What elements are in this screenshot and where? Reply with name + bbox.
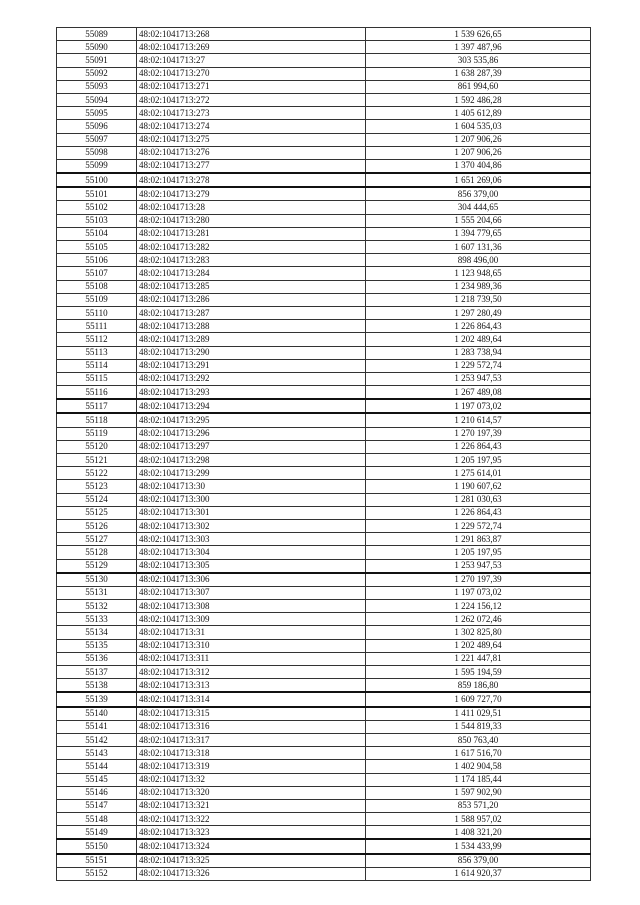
row-number-cell: 55138: [57, 679, 137, 693]
table-row: [57, 333, 591, 346]
table-row: [57, 159, 591, 173]
cadastral-number-cell: 48:02:1041713:300: [137, 493, 366, 506]
table-row: [57, 666, 591, 679]
cadastral-number-cell: 48:02:1041713:285: [137, 280, 366, 293]
cadastral-value-cell: 1 224 156,12: [366, 600, 591, 613]
row-number-cell: 55150: [57, 839, 137, 853]
cadastral-value-cell: 1 534 433,99: [366, 839, 591, 853]
table-row: [57, 747, 591, 760]
cadastral-value-cell: 1 221 447,81: [366, 652, 591, 665]
table-row: [57, 280, 591, 293]
cadastral-number-cell: 48:02:1041713:309: [137, 613, 366, 626]
cadastral-value-cell: 1 617 516,70: [366, 747, 591, 760]
cadastral-value-cell: 1 411 029,51: [366, 707, 591, 721]
cadastral-value-cell: 1 607 131,36: [366, 241, 591, 254]
cadastral-value-cell: 1 202 489,64: [366, 333, 591, 346]
cadastral-value-cell: 1 302 825,80: [366, 626, 591, 639]
cadastral-value-cell: 1 555 204,66: [366, 214, 591, 227]
cadastral-number-cell: 48:02:1041713:272: [137, 93, 366, 106]
table-row: [57, 427, 591, 440]
table-row: [57, 639, 591, 652]
cadastral-value-cell: 1 592 486,28: [366, 93, 591, 106]
row-number-cell: 55131: [57, 586, 137, 599]
table-row: [57, 613, 591, 626]
row-number-cell: 55126: [57, 519, 137, 532]
cadastral-number-cell: 48:02:1041713:27: [137, 54, 366, 67]
table-row: [57, 306, 591, 319]
row-number-cell: 55104: [57, 227, 137, 240]
cadastral-number-cell: 48:02:1041713:323: [137, 826, 366, 840]
table-row: [57, 760, 591, 773]
row-number-cell: 55144: [57, 760, 137, 773]
cadastral-value-cell: 1 234 989,36: [366, 280, 591, 293]
cadastral-value-cell: 1 205 197,95: [366, 454, 591, 467]
cadastral-value-cell: 1 202 489,64: [366, 639, 591, 652]
cadastral-value-cell: 1 609 727,70: [366, 692, 591, 706]
row-number-cell: 55148: [57, 813, 137, 826]
row-number-cell: 55095: [57, 107, 137, 120]
row-number-cell: 55102: [57, 201, 137, 214]
table-row: [57, 107, 591, 120]
row-number-cell: 55098: [57, 146, 137, 159]
row-number-cell: 55134: [57, 626, 137, 639]
cadastral-number-cell: 48:02:1041713:283: [137, 254, 366, 267]
cadastral-number-cell: 48:02:1041713:290: [137, 346, 366, 359]
table-row: [57, 467, 591, 480]
cadastral-value-cell: 1 197 073,02: [366, 586, 591, 599]
row-number-cell: 55140: [57, 707, 137, 721]
cadastral-value-cell: 1 270 197,39: [366, 427, 591, 440]
cadastral-value-cell: 1 544 819,33: [366, 720, 591, 733]
row-number-cell: 55120: [57, 440, 137, 453]
row-number-cell: 55115: [57, 372, 137, 385]
cadastral-value-cell: 1 253 947,53: [366, 559, 591, 573]
cadastral-number-cell: 48:02:1041713:291: [137, 359, 366, 372]
cadastral-number-cell: 48:02:1041713:310: [137, 639, 366, 652]
cadastral-value-cell: 1 226 864,43: [366, 506, 591, 519]
cadastral-number-cell: 48:02:1041713:303: [137, 533, 366, 546]
cadastral-value-cell: 1 394 779,65: [366, 227, 591, 240]
row-number-cell: 55151: [57, 854, 137, 868]
row-number-cell: 55100: [57, 173, 137, 187]
cadastral-number-cell: 48:02:1041713:311: [137, 652, 366, 665]
row-number-cell: 55097: [57, 133, 137, 146]
table-row: [57, 254, 591, 267]
row-number-cell: 55123: [57, 480, 137, 493]
table-row: [57, 399, 591, 413]
table-row: [57, 826, 591, 840]
cadastral-value-cell: 1 197 073,02: [366, 399, 591, 413]
cadastral-value-cell: 1 651 269,06: [366, 173, 591, 187]
table-row: [57, 54, 591, 67]
cadastral-value-cell: 1 210 614,57: [366, 413, 591, 427]
cadastral-number-cell: 48:02:1041713:297: [137, 440, 366, 453]
row-number-cell: 55129: [57, 559, 137, 573]
table-row: [57, 146, 591, 159]
table-row: [57, 799, 591, 812]
cadastral-value-cell: 1 638 287,39: [366, 67, 591, 80]
table-row: [57, 546, 591, 559]
row-number-cell: 55116: [57, 386, 137, 400]
cadastral-value-cell: 1 229 572,74: [366, 519, 591, 532]
table-row: [57, 214, 591, 227]
cadastral-value-cell: 304 444,65: [366, 201, 591, 214]
row-number-cell: 55145: [57, 773, 137, 786]
cadastral-number-cell: 48:02:1041713:306: [137, 573, 366, 587]
cadastral-value-cell: 1 226 864,43: [366, 320, 591, 333]
cadastral-number-cell: 48:02:1041713:289: [137, 333, 366, 346]
cadastral-value-cell: 856 379,00: [366, 854, 591, 868]
table-row: [57, 707, 591, 721]
cadastral-value-table: [56, 27, 591, 881]
table-row: [57, 346, 591, 359]
cadastral-number-cell: 48:02:1041713:284: [137, 267, 366, 280]
table-row: [57, 293, 591, 306]
row-number-cell: 55091: [57, 54, 137, 67]
row-number-cell: 55127: [57, 533, 137, 546]
cadastral-number-cell: 48:02:1041713:315: [137, 707, 366, 721]
row-number-cell: 55122: [57, 467, 137, 480]
cadastral-number-cell: 48:02:1041713:275: [137, 133, 366, 146]
cadastral-number-cell: 48:02:1041713:314: [137, 692, 366, 706]
cadastral-value-cell: 1 267 489,08: [366, 386, 591, 400]
cadastral-number-cell: 48:02:1041713:322: [137, 813, 366, 826]
cadastral-number-cell: 48:02:1041713:282: [137, 241, 366, 254]
cadastral-number-cell: 48:02:1041713:274: [137, 120, 366, 133]
cadastral-number-cell: 48:02:1041713:279: [137, 187, 366, 201]
table-row: [57, 773, 591, 786]
cadastral-value-cell: 1 297 280,49: [366, 306, 591, 319]
cadastral-number-cell: 48:02:1041713:278: [137, 173, 366, 187]
cadastral-number-cell: 48:02:1041713:324: [137, 839, 366, 853]
cadastral-number-cell: 48:02:1041713:308: [137, 600, 366, 613]
row-number-cell: 55093: [57, 80, 137, 93]
cadastral-value-cell: 1 207 906,26: [366, 146, 591, 159]
table-row: [57, 786, 591, 799]
table-row: [57, 67, 591, 80]
cadastral-number-cell: 48:02:1041713:320: [137, 786, 366, 799]
table-row: [57, 187, 591, 201]
table-row: [57, 173, 591, 187]
table-row: [57, 533, 591, 546]
table-row: [57, 692, 591, 706]
table-row: [57, 626, 591, 639]
row-number-cell: 55146: [57, 786, 137, 799]
cadastral-value-cell: 1 190 607,62: [366, 480, 591, 493]
cadastral-value-cell: 1 595 194,59: [366, 666, 591, 679]
cadastral-value-cell: 1 253 947,53: [366, 372, 591, 385]
cadastral-number-cell: 48:02:1041713:276: [137, 146, 366, 159]
row-number-cell: 55092: [57, 67, 137, 80]
row-number-cell: 55125: [57, 506, 137, 519]
cadastral-value-cell: 856 379,00: [366, 187, 591, 201]
cadastral-value-cell: 1 291 863,87: [366, 533, 591, 546]
row-number-cell: 55089: [57, 28, 137, 41]
cadastral-value-cell: 1 205 197,95: [366, 546, 591, 559]
cadastral-number-cell: 48:02:1041713:30: [137, 480, 366, 493]
cadastral-number-cell: 48:02:1041713:28: [137, 201, 366, 214]
table-row: [57, 600, 591, 613]
cadastral-value-cell: 1 123 948,65: [366, 267, 591, 280]
cadastral-number-cell: 48:02:1041713:317: [137, 733, 366, 746]
row-number-cell: 55112: [57, 333, 137, 346]
cadastral-value-cell: 1 229 572,74: [366, 359, 591, 372]
row-number-cell: 55109: [57, 293, 137, 306]
cadastral-value-cell: 1 218 739,50: [366, 293, 591, 306]
cadastral-value-cell: 850 763,40: [366, 733, 591, 746]
cadastral-number-cell: 48:02:1041713:305: [137, 559, 366, 573]
table-row: [57, 80, 591, 93]
cadastral-number-cell: 48:02:1041713:301: [137, 506, 366, 519]
cadastral-value-cell: 1 174 185,44: [366, 773, 591, 786]
row-number-cell: 55147: [57, 799, 137, 812]
cadastral-number-cell: 48:02:1041713:318: [137, 747, 366, 760]
row-number-cell: 55099: [57, 159, 137, 173]
table-row: [57, 413, 591, 427]
table-row: [57, 227, 591, 240]
cadastral-number-cell: 48:02:1041713:295: [137, 413, 366, 427]
cadastral-number-cell: 48:02:1041713:271: [137, 80, 366, 93]
table-row: [57, 480, 591, 493]
cadastral-value-cell: 1 275 614,01: [366, 467, 591, 480]
row-number-cell: 55111: [57, 320, 137, 333]
cadastral-number-cell: 48:02:1041713:277: [137, 159, 366, 173]
table-row: [57, 41, 591, 54]
cadastral-value-cell: 1 370 404,86: [366, 159, 591, 173]
row-number-cell: 55142: [57, 733, 137, 746]
cadastral-value-cell: 1 604 535,03: [366, 120, 591, 133]
cadastral-value-cell: 898 496,00: [366, 254, 591, 267]
table-row: [57, 519, 591, 532]
cadastral-number-cell: 48:02:1041713:298: [137, 454, 366, 467]
row-number-cell: 55107: [57, 267, 137, 280]
cadastral-value-cell: 1 207 906,26: [366, 133, 591, 146]
cadastral-number-cell: 48:02:1041713:31: [137, 626, 366, 639]
row-number-cell: 55136: [57, 652, 137, 665]
cadastral-number-cell: 48:02:1041713:316: [137, 720, 366, 733]
cadastral-value-cell: 1 597 902,90: [366, 786, 591, 799]
cadastral-value-cell: 853 571,20: [366, 799, 591, 812]
cadastral-value-cell: 1 262 072,46: [366, 613, 591, 626]
cadastral-value-cell: 303 535,86: [366, 54, 591, 67]
cadastral-value-cell: 1 588 957,02: [366, 813, 591, 826]
cadastral-number-cell: 48:02:1041713:299: [137, 467, 366, 480]
cadastral-number-cell: 48:02:1041713:292: [137, 372, 366, 385]
table-row: [57, 867, 591, 880]
cadastral-value-cell: 1 408 321,20: [366, 826, 591, 840]
cadastral-number-cell: 48:02:1041713:319: [137, 760, 366, 773]
table-row: [57, 267, 591, 280]
cadastral-number-cell: 48:02:1041713:287: [137, 306, 366, 319]
row-number-cell: 55119: [57, 427, 137, 440]
row-number-cell: 55117: [57, 399, 137, 413]
cadastral-number-cell: 48:02:1041713:326: [137, 867, 366, 880]
row-number-cell: 55135: [57, 639, 137, 652]
table-row: [57, 241, 591, 254]
row-number-cell: 55101: [57, 187, 137, 201]
table-row: [57, 720, 591, 733]
cadastral-number-cell: 48:02:1041713:280: [137, 214, 366, 227]
cadastral-value-cell: 1 397 487,96: [366, 41, 591, 54]
cadastral-number-cell: 48:02:1041713:270: [137, 67, 366, 80]
row-number-cell: 55106: [57, 254, 137, 267]
table-row: [57, 679, 591, 693]
row-number-cell: 55149: [57, 826, 137, 840]
row-number-cell: 55096: [57, 120, 137, 133]
table-row: [57, 440, 591, 453]
cadastral-value-cell: 1 283 738,94: [366, 346, 591, 359]
row-number-cell: 55103: [57, 214, 137, 227]
table-row: [57, 372, 591, 385]
table-row: [57, 133, 591, 146]
row-number-cell: 55124: [57, 493, 137, 506]
cadastral-number-cell: 48:02:1041713:32: [137, 773, 366, 786]
row-number-cell: 55118: [57, 413, 137, 427]
table-row: [57, 586, 591, 599]
cadastral-number-cell: 48:02:1041713:293: [137, 386, 366, 400]
cadastral-number-cell: 48:02:1041713:302: [137, 519, 366, 532]
table-row: [57, 573, 591, 587]
cadastral-value-cell: 1 270 197,39: [366, 573, 591, 587]
cadastral-value-cell: 861 994,60: [366, 80, 591, 93]
cadastral-value-cell: 1 226 864,43: [366, 440, 591, 453]
row-number-cell: 55121: [57, 454, 137, 467]
row-number-cell: 55090: [57, 41, 137, 54]
cadastral-number-cell: 48:02:1041713:268: [137, 28, 366, 41]
cadastral-number-cell: 48:02:1041713:304: [137, 546, 366, 559]
cadastral-value-cell: 1 614 920,37: [366, 867, 591, 880]
row-number-cell: 55132: [57, 600, 137, 613]
table-row: [57, 359, 591, 372]
table-row: [57, 493, 591, 506]
table-body: [57, 28, 591, 881]
cadastral-number-cell: 48:02:1041713:273: [137, 107, 366, 120]
table-row: [57, 93, 591, 106]
row-number-cell: 55110: [57, 306, 137, 319]
cadastral-number-cell: 48:02:1041713:286: [137, 293, 366, 306]
cadastral-number-cell: 48:02:1041713:307: [137, 586, 366, 599]
cadastral-number-cell: 48:02:1041713:294: [137, 399, 366, 413]
cadastral-value-cell: 1 405 612,89: [366, 107, 591, 120]
cadastral-value-cell: 859 186,80: [366, 679, 591, 693]
table-row: [57, 120, 591, 133]
cadastral-number-cell: 48:02:1041713:288: [137, 320, 366, 333]
row-number-cell: 55137: [57, 666, 137, 679]
table-row: [57, 320, 591, 333]
cadastral-number-cell: 48:02:1041713:281: [137, 227, 366, 240]
cadastral-value-cell: 1 539 626,65: [366, 28, 591, 41]
row-number-cell: 55108: [57, 280, 137, 293]
cadastral-value-cell: 1 281 030,63: [366, 493, 591, 506]
table-row: [57, 652, 591, 665]
table-row: [57, 839, 591, 853]
table-row: [57, 28, 591, 41]
table-row: [57, 813, 591, 826]
table-row: [57, 506, 591, 519]
row-number-cell: 55139: [57, 692, 137, 706]
row-number-cell: 55094: [57, 93, 137, 106]
row-number-cell: 55105: [57, 241, 137, 254]
cadastral-number-cell: 48:02:1041713:325: [137, 854, 366, 868]
cadastral-number-cell: 48:02:1041713:321: [137, 799, 366, 812]
cadastral-number-cell: 48:02:1041713:269: [137, 41, 366, 54]
table-row: [57, 733, 591, 746]
row-number-cell: 55128: [57, 546, 137, 559]
table-row: [57, 559, 591, 573]
cadastral-value-cell: 1 402 904,58: [366, 760, 591, 773]
table-row: [57, 854, 591, 868]
row-number-cell: 55130: [57, 573, 137, 587]
row-number-cell: 55113: [57, 346, 137, 359]
row-number-cell: 55141: [57, 720, 137, 733]
table-row: [57, 201, 591, 214]
row-number-cell: 55133: [57, 613, 137, 626]
row-number-cell: 55143: [57, 747, 137, 760]
cadastral-number-cell: 48:02:1041713:296: [137, 427, 366, 440]
cadastral-number-cell: 48:02:1041713:312: [137, 666, 366, 679]
table-row: [57, 386, 591, 400]
row-number-cell: 55114: [57, 359, 137, 372]
cadastral-number-cell: 48:02:1041713:313: [137, 679, 366, 693]
table-row: [57, 454, 591, 467]
row-number-cell: 55152: [57, 867, 137, 880]
